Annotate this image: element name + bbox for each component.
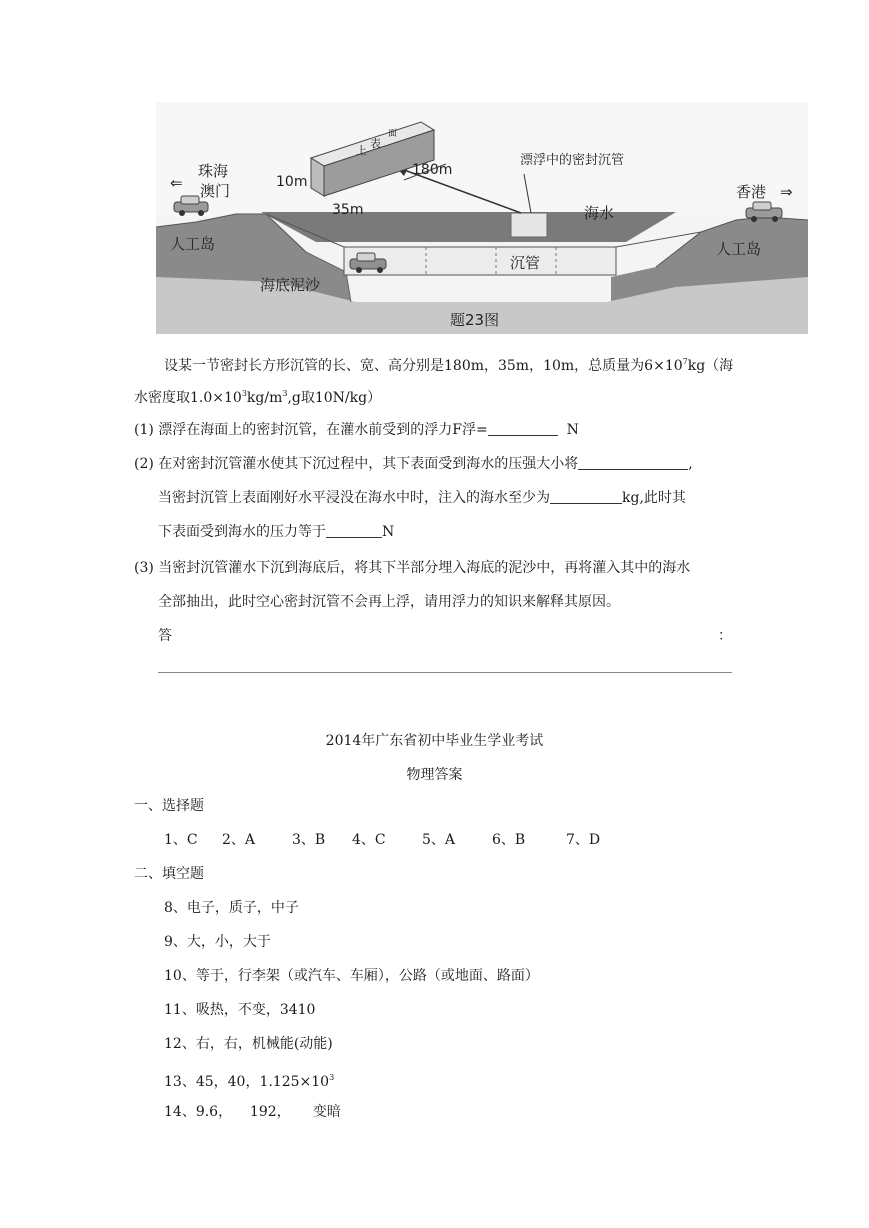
answer-13: 13、45，40，$1.125\times 10^3$ [164,1073,335,1090]
label-hongkong: 香港 [736,183,767,201]
question-3-line-2: 全部抽出，此时空心密封沉管不会再上浮，请用浮力的知识来解释其原因。 [158,594,620,610]
answer-blank-water-mass[interactable] [550,489,622,504]
answers-title: 2014年广东省初中毕业生学业考试 [325,733,544,749]
answer-blank-pressure[interactable] [578,455,688,470]
mc-answer: 4、C [352,832,386,848]
answer-colon: ： [718,628,732,644]
mc-answer: 7、D [566,832,601,848]
mc-answer: 3、B [292,832,326,848]
floating-tube-marker [511,213,547,237]
answer-line[interactable] [158,672,732,673]
label-top-face-2: 表 [370,137,381,150]
label-dim-length: 180m [412,162,453,178]
question-intro-line-1: 设某一节密封长方形沉管的长、宽、高分别是180m，35m，10m，总质量为$6\times 10^7kg$（海 [164,357,734,374]
mc-answer: 1、C [164,832,198,848]
question-3-line-1: (3) 当密封沉管灌水下沉到海底后，将其下半部分埋入海底的泥沙中，再将灌入其中的海水 [134,560,691,576]
label-macau: 澳门 [200,182,231,200]
answer-label: 答 [158,628,172,644]
answer-blank-buoyancy[interactable] [488,421,558,436]
arrow-right-icon: ⇒ [780,183,793,201]
label-dim-height: 10m [276,174,308,190]
answer-8: 8、电子，质子，中子 [164,900,299,916]
mc-answer: 5、A [422,832,456,848]
label-top-face-1: 上 [356,144,367,157]
label-seabed: 海底泥沙 [260,276,321,294]
mc-answer: 6、B [492,832,526,848]
tunnel-figure [156,102,808,334]
label-tube: 沉管 [510,254,541,272]
label-island-right: 人工岛 [716,240,762,258]
answer-14: 14、9.6， 192， 变暗 [164,1104,341,1120]
label-island-left: 人工岛 [170,235,216,253]
answers-subtitle: 物理答案 [406,767,463,783]
question-2-line-1: (2) 在对密封沉管灌水使其下沉过程中，其下表面受到海水的压强大小将 , [134,456,693,472]
section-fill-in: 二、填空题 [134,866,204,882]
label-top-face-3: 面 [388,129,398,139]
question-2-line-2: 当密封沉管上表面刚好水平浸没在海水中时，注入的海水至少为 kg,此时其 [158,490,686,506]
figure-caption: 题23图 [450,311,500,329]
answer-11: 11、吸热，不变，3410 [164,1002,316,1018]
question-1: (1) 漂浮在海面上的密封沉管，在灌水前受到的浮力F浮= N [134,422,579,438]
label-zhuhai: 珠海 [198,162,229,180]
arrow-left-icon: ⇐ [170,174,183,192]
answer-12: 12、右，右，机械能(动能) [164,1036,333,1052]
section-multiple-choice: 一、选择题 [134,798,204,814]
question-intro-line-2: 水密度取$1.0\times 10^3kg/m^3,g$取10N/kg） [134,389,382,406]
answer-9: 9、大，小，大于 [164,934,271,950]
answer-10: 10、等于，行李架（或汽车、车厢），公路（或地面、路面） [164,968,539,984]
mc-answer: 2、A [222,832,256,848]
answer-blank-force[interactable] [326,523,382,538]
label-floating-tube: 漂浮中的密封沉管 [520,153,625,168]
label-seawater: 海水 [584,204,615,222]
label-dim-width: 35m [332,202,364,218]
question-2-line-3: 下表面受到海水的压力等于 N [158,524,395,540]
